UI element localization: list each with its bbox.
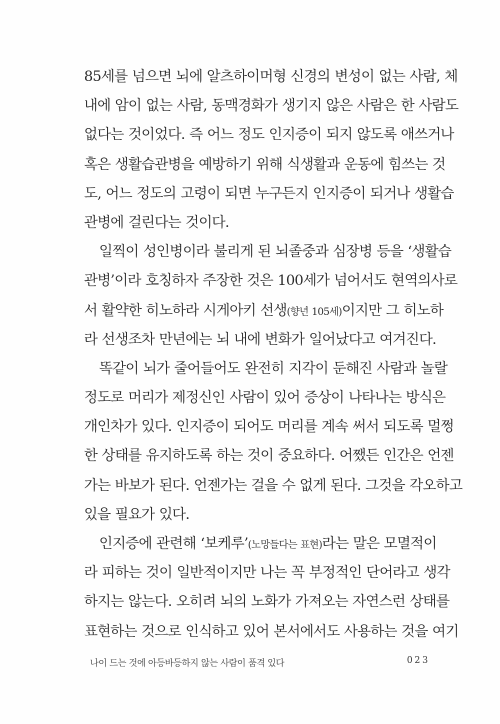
body-text	[84, 63, 463, 647]
paragraph-4	[84, 530, 459, 647]
running-footer-title: 나이 드는 것에 아등바등하지 않는 사람이 품격 있다	[90, 659, 285, 669]
page-number: 023	[406, 656, 430, 666]
text-line: 정도로 머리가 제정신인 사람이 있어 증상이 나타나는 방식은	[84, 390, 446, 407]
text-line: 라 선생조차 만년에는 뇌 내에 변화가 일어났다고 여겨진다.	[84, 331, 437, 348]
text-line: 하지는 않는다. 오히려 뇌의 노화가 가져오는 자연스런 상태를	[84, 594, 450, 611]
text-line: 표현하는 것으로 인식하고 있어 본서에서도 사용하는 것을 여기	[84, 623, 459, 640]
text-line: 개인차가 있다. 인지증이 되어도 머리를 계속 써서 되도록 멀쩡	[84, 419, 454, 436]
text-line-rich: 인지증에 관련해 ‘보케루’(노망들다는 표현)라는 말은 모멸적이	[99, 536, 437, 552]
text-line: 일찍이 성인병이라 불리게 된 뇌졸중과 심장병 등을 ‘생활습	[99, 244, 452, 261]
page-footer	[90, 656, 430, 672]
text-line: 똑같이 뇌가 줄어들어도 완전히 지각이 둔해진 사람과 놀랄	[99, 360, 448, 377]
text-line: 혹은 생활습관병을 예방하기 위해 식생활과 운동에 힘쓰는 것	[84, 156, 446, 173]
paragraph-1	[84, 63, 459, 238]
parenthetical-note: (향년 105세)	[286, 306, 342, 318]
text-line: 내에 암이 없는 사람, 동맥경화가 생기지 않은 사람은 한 사람도	[84, 98, 459, 115]
text-line: 도, 어느 정도의 고령이 되면 누구든지 인지증이 되거나 생활습	[84, 185, 454, 202]
parenthetical-note: (노망들다는 표현)	[247, 540, 322, 551]
text-line: 관병에 걸린다는 것이다.	[84, 214, 229, 231]
text-line: 없다는 것이었다. 즉 어느 정도 인지증이 되지 않도록 애쓰거나	[84, 127, 454, 144]
text-line: 있을 필요가 있다.	[84, 506, 190, 523]
text-line: 85세를 넘으면 뇌에 알츠하이머형 신경의 변성이 없는 사람, 체	[84, 69, 458, 85]
text-line	[84, 530, 437, 559]
text-line: 가는 바보가 된다. 언젠가는 걸을 수 없게 된다. 그것을 각오하고	[84, 477, 463, 494]
text-line-rich: 서 활약한 히노하라 시게아키 선생(향년 105세)이지만 그 히노하	[84, 302, 444, 319]
text-line: 관병’이라 호칭하자 주장한 것은 100세가 넘어서도 현역의사로	[84, 273, 458, 290]
paragraph-2	[84, 238, 458, 355]
paragraph-3	[84, 355, 463, 530]
text-line	[84, 297, 444, 326]
text-line: 라 피하는 것이 일반적이지만 나는 꼭 부정적인 단어라고 생각	[84, 565, 450, 582]
text-line: 한 상태를 유지하도록 하는 것이 중요하다. 어쨌든 인간은 언젠	[84, 448, 454, 465]
